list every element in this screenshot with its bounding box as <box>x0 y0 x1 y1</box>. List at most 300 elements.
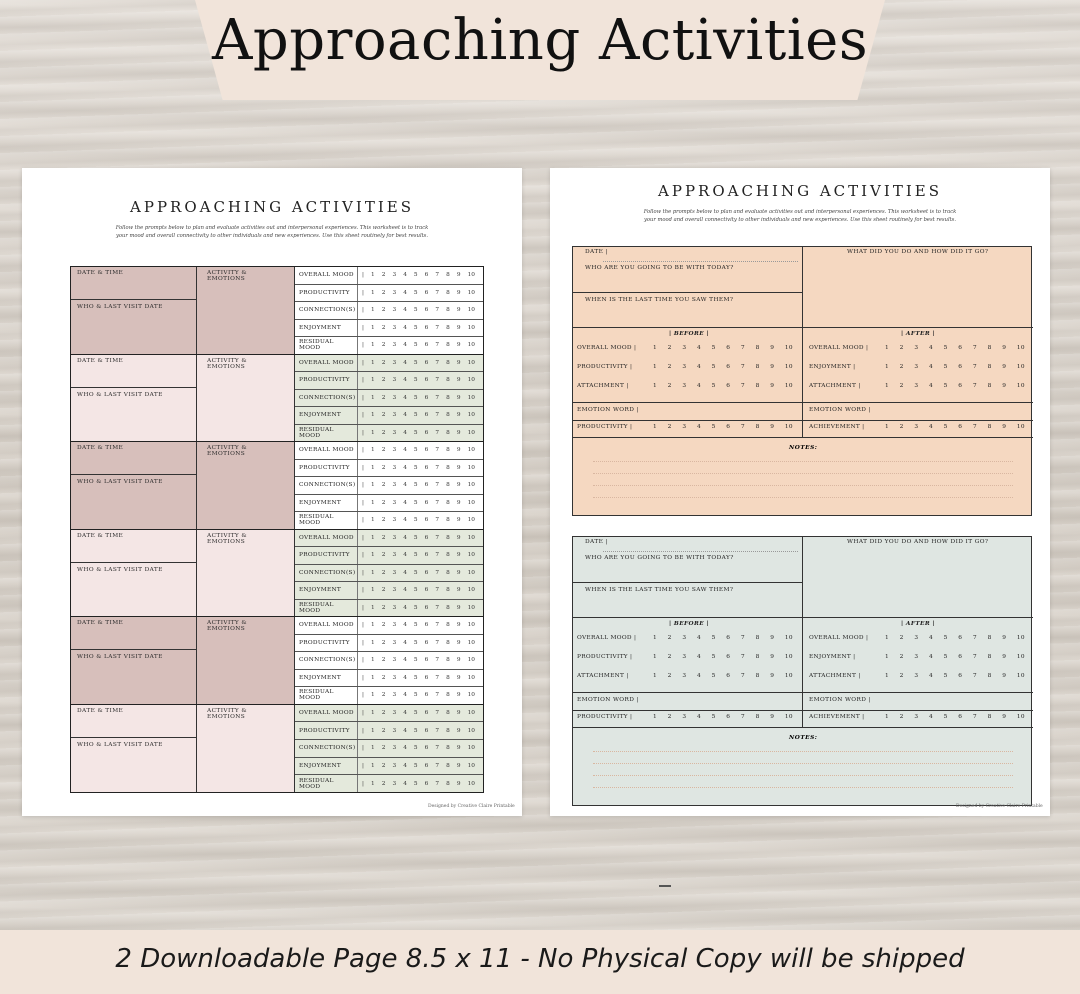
scale-number[interactable]: 2 <box>381 359 386 366</box>
scale-number[interactable]: 10 <box>1016 424 1025 430</box>
scale-number[interactable]: 1 <box>370 394 375 401</box>
scale-number[interactable]: 5 <box>413 727 418 734</box>
scale-number[interactable]: 3 <box>682 424 687 430</box>
scale-number[interactable]: 2 <box>381 272 386 279</box>
scale-number[interactable]: | <box>362 569 364 576</box>
scale-number[interactable]: 4 <box>403 569 407 576</box>
scale-number[interactable]: 10 <box>467 447 475 454</box>
scale-number[interactable]: 10 <box>467 709 475 716</box>
scale-number[interactable]: 6 <box>424 587 429 594</box>
scale-number[interactable]: 7 <box>740 635 745 641</box>
scale-number[interactable]: 10 <box>467 762 475 769</box>
scale-number[interactable]: 10 <box>467 587 475 594</box>
scale-number[interactable]: 3 <box>682 714 687 720</box>
scale-number[interactable]: 6 <box>424 569 429 576</box>
scale-number[interactable]: 7 <box>435 394 440 401</box>
scale-number[interactable]: 4 <box>928 345 933 351</box>
scale-number[interactable]: 7 <box>435 534 440 541</box>
what-did-you-do-field[interactable]: WHAT DID YOU DO AND HOW DID IT GO? <box>847 539 989 545</box>
scale-number[interactable]: | <box>362 709 364 716</box>
scale-number[interactable]: 5 <box>413 534 418 541</box>
scale-number[interactable]: 1 <box>370 289 375 296</box>
scale-number[interactable]: 5 <box>413 552 418 559</box>
scale-number[interactable]: 8 <box>446 464 450 471</box>
scale-number[interactable]: 1 <box>370 745 375 752</box>
scale-number[interactable]: | <box>362 534 364 541</box>
scale-number[interactable]: 3 <box>392 499 397 506</box>
scale-number[interactable]: 9 <box>456 780 461 787</box>
scale-number[interactable]: 4 <box>403 324 407 331</box>
scale-number[interactable]: 7 <box>435 412 440 419</box>
scale-number[interactable]: 9 <box>1002 654 1007 660</box>
scale-number[interactable]: 6 <box>424 447 429 454</box>
emotion-word-after-field[interactable]: EMOTION WORD | <box>809 407 871 413</box>
scale-number[interactable]: 9 <box>456 762 461 769</box>
scale-number[interactable]: 10 <box>467 657 475 664</box>
scale-number[interactable]: 6 <box>424 622 429 629</box>
scale-number[interactable]: 8 <box>755 635 760 641</box>
emotion-word-before-field[interactable]: EMOTION WORD | <box>577 407 639 413</box>
scale-number[interactable]: 2 <box>899 345 904 351</box>
scale-number[interactable]: 9 <box>456 674 461 681</box>
scale-number[interactable]: 6 <box>424 727 429 734</box>
scale-number[interactable]: 7 <box>435 499 440 506</box>
scale-number[interactable]: 1 <box>370 464 375 471</box>
scale-number[interactable]: 4 <box>696 364 701 370</box>
scale-number[interactable]: 4 <box>696 673 701 679</box>
scale-number[interactable]: 7 <box>435 587 440 594</box>
scale-number[interactable]: 8 <box>446 272 450 279</box>
scale-number[interactable]: 7 <box>435 569 440 576</box>
scale-number[interactable]: 1 <box>885 345 889 351</box>
date-time-field[interactable]: DATE & TIME <box>71 355 196 388</box>
scale-number[interactable]: 8 <box>446 657 450 664</box>
scale-number[interactable]: 1 <box>370 447 375 454</box>
scale-number[interactable]: | <box>362 429 364 436</box>
scale-number[interactable]: 7 <box>435 552 440 559</box>
scale-number[interactable]: 1 <box>370 499 375 506</box>
scale-number[interactable]: 6 <box>958 635 963 641</box>
date-time-field[interactable]: DATE & TIME <box>71 530 196 563</box>
scale-number[interactable]: 5 <box>413 517 418 524</box>
scale-number[interactable]: 10 <box>467 272 475 279</box>
scale-number[interactable]: 9 <box>456 517 461 524</box>
scale-number[interactable]: 8 <box>987 364 992 370</box>
scale-number[interactable]: 4 <box>403 272 407 279</box>
scale-number[interactable]: 2 <box>667 383 672 389</box>
scale-number[interactable]: 8 <box>446 377 450 384</box>
scale-number[interactable]: 6 <box>424 534 429 541</box>
scale-number[interactable]: 4 <box>403 709 407 716</box>
scale-number[interactable]: 2 <box>667 654 672 660</box>
scale-number[interactable]: 4 <box>928 424 933 430</box>
scale-number[interactable]: 7 <box>435 517 440 524</box>
scale-number[interactable]: 1 <box>370 622 375 629</box>
scale-number[interactable]: 2 <box>899 714 904 720</box>
scale-number[interactable]: 5 <box>711 714 716 720</box>
scale-number[interactable]: 8 <box>446 604 450 611</box>
scale-number[interactable]: 2 <box>381 412 386 419</box>
scale-number[interactable]: 8 <box>446 342 450 349</box>
scale-number[interactable]: 10 <box>467 517 475 524</box>
scale-number[interactable]: 3 <box>682 673 687 679</box>
scale-number[interactable]: 1 <box>370 534 375 541</box>
scale-number[interactable]: 8 <box>987 424 992 430</box>
scale-number[interactable]: 7 <box>435 674 440 681</box>
scale-number[interactable]: 5 <box>413 394 418 401</box>
scale-number[interactable]: 5 <box>413 604 418 611</box>
scale-number[interactable]: | <box>362 342 364 349</box>
scale-number[interactable]: 10 <box>467 639 475 646</box>
scale-number[interactable]: 9 <box>1002 364 1007 370</box>
scale-number[interactable]: 5 <box>413 272 418 279</box>
scale-number[interactable]: 6 <box>424 429 429 436</box>
scale-number[interactable]: | <box>362 657 364 664</box>
scale-number[interactable]: 3 <box>914 345 919 351</box>
scale-number[interactable]: 1 <box>370 307 375 314</box>
scale-number[interactable]: 7 <box>972 364 977 370</box>
scale-number[interactable]: 7 <box>435 447 440 454</box>
scale-number[interactable]: 3 <box>392 377 397 384</box>
scale-number[interactable]: 3 <box>392 482 397 489</box>
date-field[interactable]: DATE | <box>585 249 608 255</box>
scale-number[interactable]: 6 <box>424 709 429 716</box>
scale-number[interactable]: 8 <box>446 709 450 716</box>
scale-number[interactable]: 7 <box>435 780 440 787</box>
scale-number[interactable]: 10 <box>1016 673 1025 679</box>
scale-number[interactable]: 4 <box>403 394 407 401</box>
scale-number[interactable]: 9 <box>456 464 461 471</box>
scale-number[interactable]: 4 <box>403 657 407 664</box>
scale-number[interactable]: 8 <box>446 622 450 629</box>
scale-number[interactable]: | <box>362 727 364 734</box>
scale-number[interactable]: 5 <box>943 424 948 430</box>
scale-number[interactable]: | <box>362 412 364 419</box>
scale-number[interactable]: 6 <box>726 654 731 660</box>
scale-number[interactable]: 6 <box>424 552 429 559</box>
scale-number[interactable]: | <box>362 289 364 296</box>
scale-number[interactable]: 10 <box>467 569 475 576</box>
scale-number[interactable]: 2 <box>899 383 904 389</box>
scale-number[interactable]: 4 <box>403 604 407 611</box>
scale-number[interactable]: 5 <box>711 635 716 641</box>
scale-number[interactable]: 7 <box>435 639 440 646</box>
scale-number[interactable]: 9 <box>456 709 461 716</box>
scale-number[interactable]: 1 <box>885 714 889 720</box>
scale-number[interactable]: 1 <box>653 345 657 351</box>
scale-number[interactable]: 1 <box>370 324 375 331</box>
scale-number[interactable]: 1 <box>885 424 889 430</box>
scale-number[interactable]: 1 <box>370 692 375 699</box>
scale-number[interactable]: 7 <box>435 692 440 699</box>
emotion-word-after-field[interactable]: EMOTION WORD | <box>809 697 871 703</box>
scale-number[interactable]: 7 <box>435 307 440 314</box>
scale-number[interactable]: | <box>362 377 364 384</box>
scale-number[interactable]: 3 <box>392 394 397 401</box>
scale-number[interactable]: 6 <box>424 604 429 611</box>
scale-number[interactable]: 3 <box>392 604 397 611</box>
scale-number[interactable]: 10 <box>467 324 475 331</box>
activity-emotions-field[interactable]: ACTIVITY & EMOTIONS <box>197 355 295 442</box>
scale-number[interactable]: 8 <box>446 569 450 576</box>
scale-number[interactable]: 8 <box>446 482 450 489</box>
scale-number[interactable]: 10 <box>467 499 475 506</box>
scale-number[interactable]: 9 <box>456 534 461 541</box>
scale-number[interactable]: 10 <box>467 727 475 734</box>
scale-number[interactable]: 9 <box>456 377 461 384</box>
who-with-today-field[interactable]: WHO ARE YOU GOING TO BE WITH TODAY? <box>585 555 734 561</box>
scale-number[interactable]: 10 <box>467 745 475 752</box>
scale-number[interactable]: 6 <box>424 272 429 279</box>
scale-number[interactable]: 7 <box>435 745 440 752</box>
scale-number[interactable]: 2 <box>381 745 386 752</box>
scale-number[interactable]: 4 <box>403 429 407 436</box>
scale-number[interactable]: 7 <box>435 482 440 489</box>
scale-number[interactable]: 6 <box>726 673 731 679</box>
scale-number[interactable]: 8 <box>755 364 760 370</box>
scale-number[interactable]: 9 <box>456 307 461 314</box>
scale-number[interactable]: 1 <box>370 552 375 559</box>
scale-number[interactable]: 7 <box>740 673 745 679</box>
scale-number[interactable]: 2 <box>381 657 386 664</box>
scale-number[interactable]: 3 <box>392 552 397 559</box>
scale-number[interactable]: 8 <box>755 654 760 660</box>
scale-number[interactable]: | <box>362 780 364 787</box>
date-field[interactable]: DATE | <box>585 539 608 545</box>
scale-number[interactable]: 2 <box>667 345 672 351</box>
scale-number[interactable]: 6 <box>424 517 429 524</box>
scale-number[interactable]: 5 <box>413 762 418 769</box>
scale-number[interactable]: 4 <box>403 622 407 629</box>
scale-number[interactable]: 1 <box>370 780 375 787</box>
scale-number[interactable]: 3 <box>392 745 397 752</box>
scale-number[interactable]: 6 <box>726 364 731 370</box>
scale-number[interactable]: 10 <box>467 552 475 559</box>
scale-number[interactable]: 7 <box>740 714 745 720</box>
scale-number[interactable]: 5 <box>413 780 418 787</box>
scale-number[interactable]: 8 <box>446 412 450 419</box>
scale-number[interactable]: | <box>362 552 364 559</box>
scale-number[interactable]: 10 <box>467 359 475 366</box>
scale-number[interactable]: 2 <box>381 307 386 314</box>
scale-number[interactable]: 6 <box>424 482 429 489</box>
scale-number[interactable]: 6 <box>424 674 429 681</box>
scale-number[interactable]: | <box>362 639 364 646</box>
scale-number[interactable]: | <box>362 394 364 401</box>
scale-number[interactable]: 5 <box>943 345 948 351</box>
scale-number[interactable]: 8 <box>446 289 450 296</box>
scale-number[interactable]: 2 <box>667 673 672 679</box>
scale-number[interactable]: 9 <box>456 569 461 576</box>
scale-number[interactable]: 3 <box>392 569 397 576</box>
scale-number[interactable]: 2 <box>381 482 386 489</box>
scale-number[interactable]: 9 <box>1002 345 1007 351</box>
activity-emotions-field[interactable]: ACTIVITY & EMOTIONS <box>197 267 295 354</box>
scale-number[interactable]: 1 <box>370 587 375 594</box>
scale-number[interactable]: 5 <box>413 307 418 314</box>
scale-number[interactable]: 10 <box>1016 364 1025 370</box>
scale-number[interactable]: 4 <box>403 762 407 769</box>
scale-number[interactable]: 6 <box>424 639 429 646</box>
who-last-visit-field[interactable]: WHO & LAST VISIT DATE <box>71 563 196 617</box>
scale-number[interactable]: 1 <box>370 569 375 576</box>
scale-number[interactable]: 9 <box>456 552 461 559</box>
scale-number[interactable]: 3 <box>914 714 919 720</box>
scale-number[interactable]: | <box>362 745 364 752</box>
scale-number[interactable]: 8 <box>987 383 992 389</box>
scale-number[interactable]: 6 <box>726 345 731 351</box>
scale-number[interactable]: 3 <box>392 587 397 594</box>
scale-number[interactable]: 1 <box>885 364 889 370</box>
scale-number[interactable]: 9 <box>456 394 461 401</box>
scale-number[interactable]: 1 <box>653 673 657 679</box>
scale-number[interactable]: 8 <box>987 673 992 679</box>
scale-number[interactable]: 4 <box>403 727 407 734</box>
scale-number[interactable]: 4 <box>403 464 407 471</box>
scale-number[interactable]: 5 <box>943 654 948 660</box>
scale-number[interactable]: 8 <box>987 654 992 660</box>
scale-number[interactable]: 4 <box>928 364 933 370</box>
scale-number[interactable]: 3 <box>682 345 687 351</box>
scale-number[interactable]: 9 <box>770 345 775 351</box>
scale-number[interactable]: 9 <box>1002 424 1007 430</box>
scale-number[interactable]: 3 <box>392 639 397 646</box>
scale-number[interactable]: 8 <box>446 447 450 454</box>
scale-number[interactable]: 5 <box>413 412 418 419</box>
scale-number[interactable]: | <box>362 499 364 506</box>
scale-number[interactable]: 7 <box>435 377 440 384</box>
scale-number[interactable]: | <box>362 447 364 454</box>
date-time-field[interactable]: DATE & TIME <box>71 442 196 475</box>
scale-number[interactable]: 6 <box>424 377 429 384</box>
scale-number[interactable]: 5 <box>943 383 948 389</box>
scale-number[interactable]: 1 <box>370 359 375 366</box>
scale-number[interactable]: 4 <box>696 345 701 351</box>
scale-number[interactable]: 2 <box>381 394 386 401</box>
scale-number[interactable]: 10 <box>467 482 475 489</box>
scale-number[interactable]: 2 <box>381 499 386 506</box>
scale-number[interactable]: 3 <box>392 762 397 769</box>
scale-number[interactable]: 9 <box>456 587 461 594</box>
scale-number[interactable]: 10 <box>467 674 475 681</box>
scale-number[interactable]: 3 <box>914 364 919 370</box>
scale-number[interactable]: 9 <box>1002 714 1007 720</box>
scale-number[interactable]: 6 <box>958 654 963 660</box>
scale-number[interactable]: 9 <box>456 429 461 436</box>
scale-number[interactable]: 4 <box>403 307 407 314</box>
scale-number[interactable]: 3 <box>682 654 687 660</box>
scale-number[interactable]: 3 <box>392 517 397 524</box>
scale-number[interactable]: 3 <box>392 622 397 629</box>
scale-number[interactable]: | <box>362 517 364 524</box>
scale-number[interactable]: 5 <box>413 692 418 699</box>
scale-number[interactable]: 2 <box>381 534 386 541</box>
scale-number[interactable]: 5 <box>711 364 716 370</box>
scale-number[interactable]: 7 <box>435 727 440 734</box>
scale-number[interactable]: 9 <box>456 622 461 629</box>
scale-number[interactable]: 5 <box>413 324 418 331</box>
scale-number[interactable]: 1 <box>653 383 657 389</box>
scale-number[interactable]: 6 <box>958 345 963 351</box>
scale-number[interactable]: 9 <box>1002 673 1007 679</box>
scale-number[interactable]: 1 <box>370 517 375 524</box>
scale-number[interactable]: 4 <box>403 517 407 524</box>
scale-number[interactable]: 10 <box>784 364 793 370</box>
scale-number[interactable]: 8 <box>987 714 992 720</box>
scale-number[interactable]: 5 <box>413 359 418 366</box>
scale-number[interactable]: 5 <box>413 569 418 576</box>
scale-number[interactable]: 4 <box>403 692 407 699</box>
scale-number[interactable]: 1 <box>653 364 657 370</box>
scale-number[interactable]: 2 <box>899 673 904 679</box>
scale-number[interactable]: 6 <box>424 692 429 699</box>
scale-number[interactable]: 3 <box>392 727 397 734</box>
scale-number[interactable]: 2 <box>667 714 672 720</box>
scale-number[interactable]: 6 <box>424 394 429 401</box>
scale-number[interactable]: 3 <box>914 424 919 430</box>
scale-number[interactable]: 10 <box>784 654 793 660</box>
scale-number[interactable]: 5 <box>413 587 418 594</box>
scale-number[interactable]: 5 <box>413 447 418 454</box>
scale-number[interactable]: 3 <box>392 359 397 366</box>
scale-number[interactable]: 5 <box>413 622 418 629</box>
scale-number[interactable]: 5 <box>943 364 948 370</box>
scale-number[interactable]: 4 <box>928 714 933 720</box>
scale-number[interactable]: 10 <box>467 377 475 384</box>
scale-number[interactable]: 2 <box>381 604 386 611</box>
date-time-field[interactable]: DATE & TIME <box>71 617 196 650</box>
scale-number[interactable]: 2 <box>381 727 386 734</box>
scale-number[interactable]: 2 <box>667 635 672 641</box>
scale-number[interactable]: 3 <box>392 447 397 454</box>
scale-number[interactable]: | <box>362 604 364 611</box>
activity-emotions-field[interactable]: ACTIVITY & EMOTIONS <box>197 617 295 704</box>
scale-number[interactable]: 4 <box>403 359 407 366</box>
scale-number[interactable]: 6 <box>424 499 429 506</box>
scale-number[interactable]: 9 <box>456 692 461 699</box>
scale-number[interactable]: 7 <box>972 383 977 389</box>
scale-number[interactable]: 8 <box>446 587 450 594</box>
scale-number[interactable]: 4 <box>696 654 701 660</box>
scale-number[interactable]: 10 <box>1016 345 1025 351</box>
scale-number[interactable]: 7 <box>972 673 977 679</box>
scale-number[interactable]: 2 <box>381 552 386 559</box>
scale-number[interactable]: 3 <box>392 780 397 787</box>
scale-number[interactable]: 6 <box>424 745 429 752</box>
scale-number[interactable]: 1 <box>370 657 375 664</box>
scale-number[interactable]: 9 <box>456 289 461 296</box>
activity-emotions-field[interactable]: ACTIVITY & EMOTIONS <box>197 442 295 529</box>
scale-number[interactable]: 8 <box>446 499 450 506</box>
scale-number[interactable]: | <box>362 762 364 769</box>
scale-number[interactable]: 5 <box>413 342 418 349</box>
scale-number[interactable]: 10 <box>467 692 475 699</box>
what-did-you-do-field[interactable]: WHAT DID YOU DO AND HOW DID IT GO? <box>847 249 989 255</box>
scale-number[interactable]: 9 <box>456 639 461 646</box>
who-last-visit-field[interactable]: WHO & LAST VISIT DATE <box>71 738 196 793</box>
scale-number[interactable]: 6 <box>958 714 963 720</box>
scale-number[interactable]: 8 <box>987 345 992 351</box>
scale-number[interactable]: 2 <box>381 692 386 699</box>
scale-number[interactable]: 1 <box>653 424 657 430</box>
scale-number[interactable]: 6 <box>726 635 731 641</box>
scale-number[interactable]: 5 <box>711 654 716 660</box>
scale-number[interactable]: 2 <box>381 429 386 436</box>
scale-number[interactable]: | <box>362 482 364 489</box>
scale-number[interactable]: 6 <box>424 657 429 664</box>
scale-number[interactable]: 3 <box>392 709 397 716</box>
scale-number[interactable]: 2 <box>899 424 904 430</box>
